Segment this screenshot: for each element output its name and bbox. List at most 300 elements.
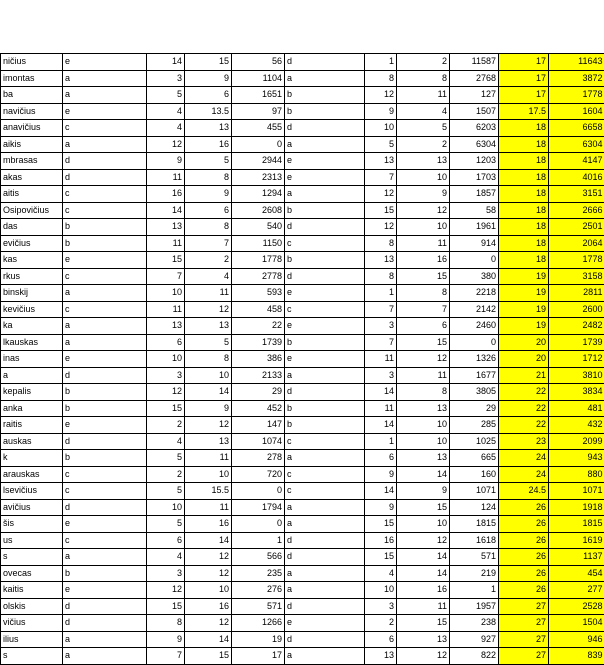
cell-val-c[interactable]: 2133 <box>232 367 285 384</box>
cell-name[interactable]: akas <box>1 169 63 186</box>
cell-total[interactable]: 2064 <box>549 235 604 252</box>
cell-code[interactable]: b <box>285 334 365 351</box>
cell-val-d[interactable]: 8 <box>365 235 397 252</box>
cell-group[interactable]: a <box>63 631 147 648</box>
cell-val-c[interactable]: 540 <box>232 219 285 236</box>
cell-total[interactable]: 2099 <box>549 433 604 450</box>
cell-group[interactable]: d <box>63 499 147 516</box>
cell-group[interactable]: c <box>63 532 147 549</box>
cell-code[interactable]: b <box>285 252 365 269</box>
cell-group[interactable]: c <box>63 466 147 483</box>
cell-val-b[interactable]: 8 <box>185 219 232 236</box>
cell-group[interactable]: a <box>63 648 147 665</box>
cell-val-d[interactable]: 9 <box>365 103 397 120</box>
cell-val-d[interactable]: 8 <box>365 268 397 285</box>
cell-val-f[interactable]: 1677 <box>450 367 499 384</box>
cell-score[interactable]: 27 <box>499 631 549 648</box>
cell-val-e[interactable]: 13 <box>397 631 450 648</box>
cell-val-f[interactable]: 2460 <box>450 318 499 335</box>
cell-val-b[interactable]: 10 <box>185 582 232 599</box>
cell-group[interactable]: c <box>63 202 147 219</box>
cell-total[interactable]: 2666 <box>549 202 604 219</box>
cell-val-b[interactable]: 8 <box>185 351 232 368</box>
cell-val-a[interactable]: 5 <box>147 516 185 533</box>
cell-score[interactable]: 18 <box>499 120 549 137</box>
cell-val-e[interactable]: 16 <box>397 582 450 599</box>
cell-score[interactable]: 20 <box>499 334 549 351</box>
cell-val-e[interactable]: 12 <box>397 648 450 665</box>
cell-total[interactable]: 1815 <box>549 516 604 533</box>
cell-val-b[interactable]: 12 <box>185 565 232 582</box>
cell-name[interactable]: ničius <box>1 54 63 71</box>
cell-val-e[interactable]: 13 <box>397 153 450 170</box>
cell-val-c[interactable]: 1074 <box>232 433 285 450</box>
cell-code[interactable]: d <box>285 631 365 648</box>
cell-val-c[interactable]: 720 <box>232 466 285 483</box>
cell-val-f[interactable]: 1618 <box>450 532 499 549</box>
cell-total[interactable]: 1739 <box>549 334 604 351</box>
cell-score[interactable]: 18 <box>499 153 549 170</box>
cell-val-f[interactable]: 285 <box>450 417 499 434</box>
cell-score[interactable]: 17 <box>499 54 549 71</box>
cell-val-d[interactable]: 12 <box>365 219 397 236</box>
cell-val-a[interactable]: 6 <box>147 532 185 549</box>
cell-val-f[interactable]: 1957 <box>450 598 499 615</box>
cell-code[interactable]: a <box>285 450 365 467</box>
cell-group[interactable]: a <box>63 285 147 302</box>
cell-val-f[interactable]: 29 <box>450 400 499 417</box>
cell-val-a[interactable]: 15 <box>147 252 185 269</box>
cell-val-e[interactable]: 11 <box>397 367 450 384</box>
cell-code[interactable]: b <box>285 87 365 104</box>
cell-code[interactable]: e <box>285 318 365 335</box>
cell-code[interactable]: a <box>285 648 365 665</box>
cell-val-a[interactable]: 11 <box>147 301 185 318</box>
cell-val-f[interactable]: 1703 <box>450 169 499 186</box>
cell-val-c[interactable]: 22 <box>232 318 285 335</box>
cell-val-d[interactable]: 2 <box>365 615 397 632</box>
cell-code[interactable]: c <box>285 235 365 252</box>
cell-val-a[interactable]: 11 <box>147 235 185 252</box>
cell-val-b[interactable]: 16 <box>185 136 232 153</box>
cell-val-e[interactable]: 12 <box>397 532 450 549</box>
cell-code[interactable]: a <box>285 565 365 582</box>
cell-total[interactable]: 4147 <box>549 153 604 170</box>
cell-val-a[interactable]: 4 <box>147 120 185 137</box>
cell-name[interactable]: kas <box>1 252 63 269</box>
cell-group[interactable]: b <box>63 450 147 467</box>
cell-code[interactable]: a <box>285 70 365 87</box>
cell-val-a[interactable]: 2 <box>147 466 185 483</box>
cell-total[interactable]: 11643 <box>549 54 604 71</box>
cell-total[interactable]: 454 <box>549 565 604 582</box>
cell-val-f[interactable]: 571 <box>450 549 499 566</box>
cell-val-a[interactable]: 3 <box>147 70 185 87</box>
cell-val-b[interactable]: 9 <box>185 186 232 203</box>
cell-val-d[interactable]: 3 <box>365 367 397 384</box>
cell-score[interactable]: 19 <box>499 301 549 318</box>
cell-code[interactable]: e <box>285 153 365 170</box>
cell-val-e[interactable]: 15 <box>397 615 450 632</box>
cell-val-f[interactable]: 127 <box>450 87 499 104</box>
cell-val-d[interactable]: 11 <box>365 351 397 368</box>
cell-name[interactable]: s <box>1 549 63 566</box>
cell-val-e[interactable]: 8 <box>397 285 450 302</box>
cell-val-d[interactable]: 9 <box>365 466 397 483</box>
cell-score[interactable]: 26 <box>499 565 549 582</box>
cell-val-d[interactable]: 5 <box>365 136 397 153</box>
cell-val-e[interactable]: 8 <box>397 384 450 401</box>
cell-val-d[interactable]: 6 <box>365 450 397 467</box>
cell-val-a[interactable]: 5 <box>147 483 185 500</box>
cell-val-c[interactable]: 1150 <box>232 235 285 252</box>
cell-val-c[interactable]: 0 <box>232 483 285 500</box>
cell-val-e[interactable]: 12 <box>397 202 450 219</box>
cell-val-f[interactable]: 1857 <box>450 186 499 203</box>
cell-total[interactable]: 1071 <box>549 483 604 500</box>
cell-val-e[interactable]: 14 <box>397 466 450 483</box>
cell-name[interactable]: anavičius <box>1 120 63 137</box>
cell-val-c[interactable]: 1104 <box>232 70 285 87</box>
cell-val-f[interactable]: 0 <box>450 252 499 269</box>
cell-group[interactable]: a <box>63 70 147 87</box>
cell-val-d[interactable]: 1 <box>365 54 397 71</box>
cell-code[interactable]: d <box>285 532 365 549</box>
cell-score[interactable]: 20 <box>499 351 549 368</box>
cell-val-c[interactable]: 2313 <box>232 169 285 186</box>
cell-group[interactable]: d <box>63 153 147 170</box>
cell-code[interactable]: c <box>285 483 365 500</box>
cell-val-e[interactable]: 11 <box>397 87 450 104</box>
cell-total[interactable]: 277 <box>549 582 604 599</box>
cell-val-d[interactable]: 16 <box>365 532 397 549</box>
cell-val-a[interactable]: 12 <box>147 384 185 401</box>
cell-group[interactable]: c <box>63 120 147 137</box>
cell-val-c[interactable]: 1778 <box>232 252 285 269</box>
cell-total[interactable]: 943 <box>549 450 604 467</box>
cell-code[interactable]: c <box>285 433 365 450</box>
cell-val-e[interactable]: 10 <box>397 169 450 186</box>
cell-group[interactable]: d <box>63 433 147 450</box>
cell-val-c[interactable]: 29 <box>232 384 285 401</box>
cell-val-f[interactable]: 1203 <box>450 153 499 170</box>
cell-group[interactable]: a <box>63 549 147 566</box>
cell-score[interactable]: 22 <box>499 384 549 401</box>
cell-group[interactable]: d <box>63 615 147 632</box>
cell-score[interactable]: 26 <box>499 549 549 566</box>
cell-val-e[interactable]: 10 <box>397 433 450 450</box>
cell-total[interactable]: 2501 <box>549 219 604 236</box>
cell-val-a[interactable]: 5 <box>147 450 185 467</box>
cell-total[interactable]: 6658 <box>549 120 604 137</box>
cell-val-e[interactable]: 15 <box>397 334 450 351</box>
cell-code[interactable]: a <box>285 186 365 203</box>
cell-score[interactable]: 26 <box>499 532 549 549</box>
cell-total[interactable]: 2528 <box>549 598 604 615</box>
cell-val-e[interactable]: 10 <box>397 219 450 236</box>
cell-total[interactable]: 2600 <box>549 301 604 318</box>
cell-val-f[interactable]: 1 <box>450 582 499 599</box>
cell-val-e[interactable]: 15 <box>397 499 450 516</box>
cell-code[interactable]: c <box>285 301 365 318</box>
cell-val-e[interactable]: 2 <box>397 136 450 153</box>
cell-score[interactable]: 18 <box>499 186 549 203</box>
cell-val-e[interactable]: 6 <box>397 318 450 335</box>
cell-code[interactable]: b <box>285 103 365 120</box>
cell-val-f[interactable]: 1507 <box>450 103 499 120</box>
cell-code[interactable]: a <box>285 516 365 533</box>
cell-val-c[interactable]: 0 <box>232 516 285 533</box>
cell-val-d[interactable]: 13 <box>365 648 397 665</box>
cell-val-c[interactable]: 386 <box>232 351 285 368</box>
cell-score[interactable]: 18 <box>499 202 549 219</box>
cell-val-f[interactable]: 11587 <box>450 54 499 71</box>
cell-score[interactable]: 27 <box>499 598 549 615</box>
cell-name[interactable]: das <box>1 219 63 236</box>
cell-val-f[interactable]: 0 <box>450 334 499 351</box>
cell-name[interactable]: ovecas <box>1 565 63 582</box>
cell-val-c[interactable]: 1651 <box>232 87 285 104</box>
cell-val-a[interactable]: 11 <box>147 169 185 186</box>
cell-val-e[interactable]: 10 <box>397 516 450 533</box>
cell-val-d[interactable]: 1 <box>365 433 397 450</box>
cell-val-c[interactable]: 2944 <box>232 153 285 170</box>
cell-val-d[interactable]: 7 <box>365 334 397 351</box>
cell-score[interactable]: 24.5 <box>499 483 549 500</box>
cell-val-a[interactable]: 9 <box>147 631 185 648</box>
cell-val-d[interactable]: 13 <box>365 153 397 170</box>
cell-val-d[interactable]: 10 <box>365 582 397 599</box>
cell-val-c[interactable]: 593 <box>232 285 285 302</box>
cell-total[interactable]: 4016 <box>549 169 604 186</box>
cell-val-d[interactable]: 11 <box>365 400 397 417</box>
cell-score[interactable]: 19 <box>499 268 549 285</box>
cell-total[interactable]: 3872 <box>549 70 604 87</box>
cell-code[interactable]: d <box>285 54 365 71</box>
cell-val-b[interactable]: 5 <box>185 153 232 170</box>
cell-val-d[interactable]: 9 <box>365 499 397 516</box>
cell-val-c[interactable]: 235 <box>232 565 285 582</box>
cell-val-d[interactable]: 7 <box>365 169 397 186</box>
cell-val-f[interactable]: 2218 <box>450 285 499 302</box>
cell-name[interactable]: ba <box>1 87 63 104</box>
cell-code[interactable]: c <box>285 466 365 483</box>
cell-val-b[interactable]: 6 <box>185 202 232 219</box>
cell-val-a[interactable]: 13 <box>147 219 185 236</box>
cell-name[interactable]: raitis <box>1 417 63 434</box>
cell-val-a[interactable]: 12 <box>147 136 185 153</box>
cell-val-a[interactable]: 16 <box>147 186 185 203</box>
cell-score[interactable]: 23 <box>499 433 549 450</box>
cell-total[interactable]: 1712 <box>549 351 604 368</box>
cell-code[interactable]: d <box>285 598 365 615</box>
cell-val-d[interactable]: 1 <box>365 285 397 302</box>
cell-val-e[interactable]: 8 <box>397 70 450 87</box>
cell-val-d[interactable]: 15 <box>365 549 397 566</box>
cell-val-b[interactable]: 16 <box>185 598 232 615</box>
cell-total[interactable]: 432 <box>549 417 604 434</box>
cell-score[interactable]: 22 <box>499 417 549 434</box>
cell-total[interactable]: 3151 <box>549 186 604 203</box>
cell-total[interactable]: 946 <box>549 631 604 648</box>
cell-code[interactable]: b <box>285 202 365 219</box>
cell-val-f[interactable]: 927 <box>450 631 499 648</box>
cell-val-f[interactable]: 124 <box>450 499 499 516</box>
cell-val-f[interactable]: 160 <box>450 466 499 483</box>
cell-val-a[interactable]: 10 <box>147 351 185 368</box>
cell-val-a[interactable]: 2 <box>147 417 185 434</box>
cell-code[interactable]: d <box>285 120 365 137</box>
cell-val-d[interactable]: 10 <box>365 120 397 137</box>
cell-val-b[interactable]: 13.5 <box>185 103 232 120</box>
cell-val-a[interactable]: 10 <box>147 285 185 302</box>
cell-val-f[interactable]: 1071 <box>450 483 499 500</box>
cell-val-b[interactable]: 15 <box>185 54 232 71</box>
cell-val-b[interactable]: 11 <box>185 285 232 302</box>
cell-total[interactable]: 3810 <box>549 367 604 384</box>
cell-group[interactable]: a <box>63 318 147 335</box>
cell-name[interactable]: aikis <box>1 136 63 153</box>
cell-group[interactable]: d <box>63 598 147 615</box>
cell-total[interactable]: 2811 <box>549 285 604 302</box>
cell-val-a[interactable]: 8 <box>147 615 185 632</box>
cell-name[interactable]: binskij <box>1 285 63 302</box>
cell-name[interactable]: vičius <box>1 615 63 632</box>
cell-val-c[interactable]: 452 <box>232 400 285 417</box>
cell-code[interactable]: e <box>285 351 365 368</box>
cell-name[interactable]: olskis <box>1 598 63 615</box>
cell-val-a[interactable]: 3 <box>147 565 185 582</box>
cell-score[interactable]: 27 <box>499 648 549 665</box>
cell-val-c[interactable]: 1294 <box>232 186 285 203</box>
cell-name[interactable]: navičius <box>1 103 63 120</box>
cell-val-e[interactable]: 12 <box>397 351 450 368</box>
cell-val-b[interactable]: 6 <box>185 87 232 104</box>
cell-val-b[interactable]: 13 <box>185 120 232 137</box>
cell-val-a[interactable]: 6 <box>147 334 185 351</box>
cell-val-d[interactable]: 15 <box>365 516 397 533</box>
cell-val-b[interactable]: 11 <box>185 450 232 467</box>
cell-val-b[interactable]: 10 <box>185 367 232 384</box>
cell-val-b[interactable]: 12 <box>185 615 232 632</box>
cell-name[interactable]: anka <box>1 400 63 417</box>
cell-total[interactable]: 1778 <box>549 87 604 104</box>
cell-code[interactable]: d <box>285 268 365 285</box>
cell-group[interactable]: b <box>63 384 147 401</box>
cell-name[interactable]: s <box>1 648 63 665</box>
cell-val-c[interactable]: 19 <box>232 631 285 648</box>
cell-val-d[interactable]: 14 <box>365 483 397 500</box>
cell-group[interactable]: b <box>63 219 147 236</box>
cell-val-b[interactable]: 5 <box>185 334 232 351</box>
cell-score[interactable]: 26 <box>499 499 549 516</box>
cell-val-d[interactable]: 14 <box>365 417 397 434</box>
cell-val-c[interactable]: 0 <box>232 136 285 153</box>
cell-val-c[interactable]: 17 <box>232 648 285 665</box>
cell-val-a[interactable]: 15 <box>147 400 185 417</box>
cell-name[interactable]: mbrasas <box>1 153 63 170</box>
cell-val-a[interactable]: 14 <box>147 54 185 71</box>
cell-name[interactable]: kepalis <box>1 384 63 401</box>
cell-val-b[interactable]: 13 <box>185 433 232 450</box>
cell-score[interactable]: 17.5 <box>499 103 549 120</box>
cell-val-e[interactable]: 11 <box>397 235 450 252</box>
cell-name[interactable]: kaitis <box>1 582 63 599</box>
cell-val-d[interactable]: 6 <box>365 631 397 648</box>
cell-total[interactable]: 1918 <box>549 499 604 516</box>
cell-score[interactable]: 17 <box>499 70 549 87</box>
cell-val-c[interactable]: 56 <box>232 54 285 71</box>
cell-val-c[interactable]: 1266 <box>232 615 285 632</box>
cell-score[interactable]: 27 <box>499 615 549 632</box>
cell-val-e[interactable]: 13 <box>397 400 450 417</box>
cell-score[interactable]: 22 <box>499 400 549 417</box>
cell-val-b[interactable]: 9 <box>185 70 232 87</box>
cell-name[interactable]: avičius <box>1 499 63 516</box>
cell-name[interactable]: aitis <box>1 186 63 203</box>
cell-val-f[interactable]: 238 <box>450 615 499 632</box>
cell-code[interactable]: a <box>285 499 365 516</box>
cell-name[interactable]: arauskas <box>1 466 63 483</box>
cell-val-b[interactable]: 7 <box>185 235 232 252</box>
cell-name[interactable]: šis <box>1 516 63 533</box>
cell-val-b[interactable]: 15.5 <box>185 483 232 500</box>
cell-val-e[interactable]: 14 <box>397 565 450 582</box>
cell-total[interactable]: 1137 <box>549 549 604 566</box>
cell-val-a[interactable]: 13 <box>147 318 185 335</box>
cell-val-a[interactable]: 7 <box>147 268 185 285</box>
cell-val-c[interactable]: 278 <box>232 450 285 467</box>
cell-val-e[interactable]: 7 <box>397 301 450 318</box>
cell-total[interactable]: 3158 <box>549 268 604 285</box>
cell-total[interactable]: 1778 <box>549 252 604 269</box>
cell-val-f[interactable]: 2142 <box>450 301 499 318</box>
cell-score[interactable]: 26 <box>499 516 549 533</box>
cell-code[interactable]: a <box>285 136 365 153</box>
cell-val-d[interactable]: 12 <box>365 87 397 104</box>
cell-val-b[interactable]: 8 <box>185 169 232 186</box>
cell-val-c[interactable]: 571 <box>232 598 285 615</box>
cell-group[interactable]: e <box>63 54 147 71</box>
cell-group[interactable]: e <box>63 351 147 368</box>
cell-val-c[interactable]: 458 <box>232 301 285 318</box>
cell-group[interactable]: b <box>63 235 147 252</box>
cell-score[interactable]: 21 <box>499 367 549 384</box>
cell-val-b[interactable]: 15 <box>185 648 232 665</box>
cell-val-f[interactable]: 914 <box>450 235 499 252</box>
cell-name[interactable]: evičius <box>1 235 63 252</box>
cell-val-a[interactable]: 12 <box>147 582 185 599</box>
cell-val-b[interactable]: 12 <box>185 301 232 318</box>
cell-group[interactable]: a <box>63 87 147 104</box>
cell-val-f[interactable]: 58 <box>450 202 499 219</box>
cell-val-f[interactable]: 380 <box>450 268 499 285</box>
cell-val-e[interactable]: 5 <box>397 120 450 137</box>
cell-score[interactable]: 18 <box>499 252 549 269</box>
cell-val-a[interactable]: 4 <box>147 549 185 566</box>
cell-name[interactable]: ka <box>1 318 63 335</box>
cell-group[interactable]: d <box>63 169 147 186</box>
cell-name[interactable]: rkus <box>1 268 63 285</box>
cell-total[interactable]: 1619 <box>549 532 604 549</box>
cell-code[interactable]: e <box>285 615 365 632</box>
cell-score[interactable]: 19 <box>499 285 549 302</box>
cell-code[interactable]: e <box>285 169 365 186</box>
cell-val-d[interactable]: 3 <box>365 318 397 335</box>
cell-name[interactable]: lsevičius <box>1 483 63 500</box>
cell-val-a[interactable]: 5 <box>147 87 185 104</box>
cell-score[interactable]: 24 <box>499 466 549 483</box>
